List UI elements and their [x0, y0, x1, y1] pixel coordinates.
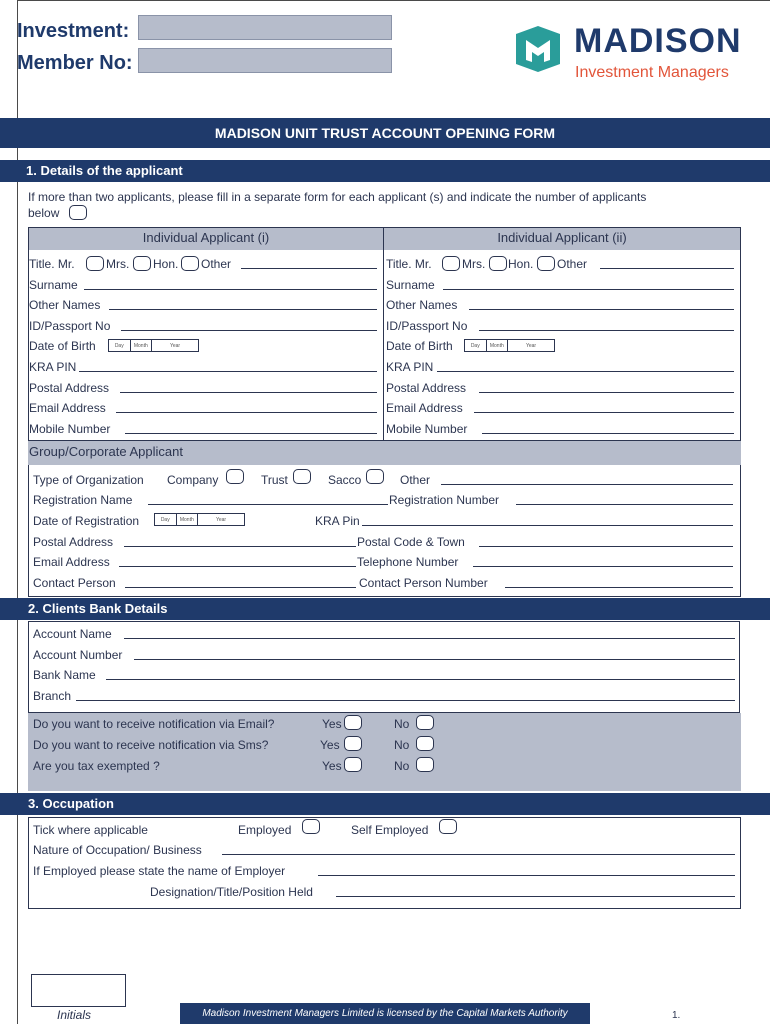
reg-date-box[interactable]: [154, 513, 245, 526]
org-other-line[interactable]: [441, 484, 733, 485]
employed-label: Employed: [238, 823, 292, 837]
brand-subtitle: Investment Managers: [575, 64, 729, 81]
brand-name: MADISON: [574, 22, 742, 60]
member-no-label: Member No:: [17, 52, 133, 74]
nature-line[interactable]: [222, 854, 735, 855]
bank-name-label: Bank Name: [33, 668, 96, 682]
employer-line[interactable]: [318, 875, 735, 876]
id-passport-label: ID/Passport No: [386, 319, 468, 333]
tax-yes-checkbox[interactable]: [344, 757, 362, 772]
email-yes-checkbox[interactable]: [344, 715, 362, 730]
mrs-checkbox[interactable]: [489, 256, 507, 271]
reg-number-label: Registration Number: [389, 493, 500, 507]
hon-label: Hon.: [153, 257, 179, 271]
account-number-label: Account Number: [33, 648, 123, 662]
hon-checkbox[interactable]: [537, 256, 555, 271]
kra-pin-line[interactable]: [437, 371, 734, 372]
kra-pin-label: KRA PIN: [29, 360, 77, 374]
postal-address-line[interactable]: [120, 392, 377, 393]
hon-checkbox[interactable]: [181, 256, 199, 271]
other-label: Other: [557, 257, 588, 271]
applicant-count-box[interactable]: [69, 205, 87, 220]
applicants-note: If more than two applicants, please fill in a separate form for each applicant (s) and indicate the number of applicants: [28, 190, 647, 204]
day-cell: Day: [155, 514, 177, 525]
reg-name-line[interactable]: [148, 504, 388, 505]
month-cell: Month: [487, 340, 509, 351]
contact-number-line[interactable]: [505, 587, 733, 588]
section3-title: 3. Occupation: [0, 793, 770, 815]
investment-label: Investment:: [17, 20, 130, 42]
mobile-line[interactable]: [482, 433, 734, 434]
kra-pin-line[interactable]: [79, 371, 377, 372]
postal-address-label: Postal Address: [29, 381, 110, 395]
month-cell: Month: [177, 514, 199, 525]
sacco-checkbox[interactable]: [366, 469, 384, 484]
other-names-label: Other Names: [386, 298, 458, 312]
email-label: Email Address: [386, 401, 463, 415]
investment-field[interactable]: [138, 15, 392, 40]
mobile-label: Mobile Number: [386, 422, 468, 436]
other-label: Other: [201, 257, 232, 271]
telephone-line[interactable]: [473, 566, 733, 567]
other-names-line[interactable]: [469, 309, 734, 310]
sms-no-checkbox[interactable]: [416, 736, 434, 751]
nature-label: Nature of Occupation/ Business: [33, 843, 202, 857]
email-label: Email Address: [33, 555, 110, 569]
year-cell: Year: [525, 342, 537, 349]
year-cell: Year: [215, 516, 227, 523]
member-no-field[interactable]: [138, 48, 392, 73]
postal-address-line[interactable]: [124, 546, 356, 547]
day-cell: Day: [109, 340, 131, 351]
section1-title: 1. Details of the applicant: [0, 160, 770, 182]
mobile-line[interactable]: [125, 433, 377, 434]
section2-title: 2. Clients Bank Details: [0, 598, 770, 620]
other-names-label: Other Names: [29, 298, 101, 312]
year-cell: Year: [169, 342, 181, 349]
madison-logo: [512, 22, 762, 84]
telephone-label: Telephone Number: [357, 555, 459, 569]
reg-number-line[interactable]: [516, 504, 733, 505]
branch-line[interactable]: [76, 700, 735, 701]
day-cell: Day: [465, 340, 487, 351]
dob-label: Date of Birth: [29, 339, 96, 353]
title-mr-label: Title. Mr.: [386, 257, 432, 271]
no-label: No: [394, 759, 410, 773]
postal-code-label: Postal Code & Town: [357, 535, 465, 549]
email-label: Email Address: [29, 401, 106, 415]
yes-label: Yes: [320, 738, 340, 752]
form-title: MADISON UNIT TRUST ACCOUNT OPENING FORM: [0, 118, 770, 148]
q-tax-label: Are you tax exempted ?: [33, 759, 160, 773]
contact-person-label: Contact Person: [33, 576, 116, 590]
sms-yes-checkbox[interactable]: [344, 736, 362, 751]
org-other-label: Other: [400, 473, 431, 487]
postal-address-line[interactable]: [479, 392, 734, 393]
q-email-label: Do you want to receive notification via Email?: [33, 717, 275, 731]
yes-label: Yes: [322, 717, 342, 731]
trust-checkbox[interactable]: [293, 469, 311, 484]
tick-label: Tick where applicable: [33, 823, 148, 837]
contact-person-line[interactable]: [125, 587, 356, 588]
dob-date-box[interactable]: [108, 339, 199, 352]
account-name-line[interactable]: [124, 638, 735, 639]
yes-label: Yes: [322, 759, 342, 773]
postal-code-line[interactable]: [479, 546, 733, 547]
kra-pin-label: KRA PIN: [386, 360, 434, 374]
group-title: Group/Corporate Applicant: [29, 444, 183, 459]
branch-label: Branch: [33, 689, 72, 703]
surname-line[interactable]: [84, 289, 377, 290]
title-other-line[interactable]: [241, 268, 377, 269]
id-passport-line[interactable]: [121, 330, 377, 331]
designation-label: Designation/Title/Position Held: [150, 885, 313, 899]
account-name-label: Account Name: [33, 627, 112, 641]
initials-box[interactable]: [31, 974, 126, 1007]
mobile-label: Mobile Number: [29, 422, 111, 436]
postal-address-label: Postal Address: [33, 535, 114, 549]
kra-pin-line[interactable]: [362, 525, 733, 526]
mrs-label: Mrs.: [106, 257, 130, 271]
designation-line[interactable]: [336, 896, 735, 897]
col2-title: Individual Applicant (ii): [497, 230, 627, 245]
hon-label: Hon.: [508, 257, 534, 271]
logo-mark-icon: [512, 24, 564, 74]
email-line[interactable]: [474, 412, 734, 413]
email-line[interactable]: [116, 412, 377, 413]
company-checkbox[interactable]: [226, 469, 244, 484]
initials-label: Initials: [57, 1008, 92, 1022]
mr-checkbox[interactable]: [86, 256, 104, 271]
page-number: 1.: [672, 1010, 681, 1021]
dob-label: Date of Birth: [386, 339, 453, 353]
postal-address-label: Postal Address: [386, 381, 467, 395]
other-names-line[interactable]: [109, 309, 377, 310]
tax-no-checkbox[interactable]: [416, 757, 434, 772]
id-passport-label: ID/Passport No: [29, 319, 111, 333]
org-type-label: Type of Organization: [33, 473, 144, 487]
sacco-label: Sacco: [328, 473, 362, 487]
id-passport-line[interactable]: [479, 330, 734, 331]
month-cell: Month: [131, 340, 153, 351]
email-no-checkbox[interactable]: [416, 715, 434, 730]
email-line[interactable]: [119, 566, 356, 567]
column-divider: [383, 228, 384, 441]
surname-label: Surname: [29, 278, 78, 292]
license-footer: Madison Investment Managers Limited is licensed by the Capital Markets Authority: [180, 1003, 590, 1024]
employer-label: If Employed please state the name of Employer: [33, 864, 286, 878]
q-sms-label: Do you want to receive notification via Sms?: [33, 738, 269, 752]
kra-pin-label: KRA Pin: [315, 514, 360, 528]
title-other-line[interactable]: [600, 268, 734, 269]
self-employed-checkbox[interactable]: [439, 819, 457, 834]
no-label: No: [394, 717, 410, 731]
applicants-note-below: below: [28, 206, 60, 220]
contact-number-label: Contact Person Number: [359, 576, 488, 590]
no-label: No: [394, 738, 410, 752]
surname-label: Surname: [386, 278, 435, 292]
employed-checkbox[interactable]: [302, 819, 320, 834]
dob-date-box[interactable]: [464, 339, 555, 352]
self-employed-label: Self Employed: [351, 823, 429, 837]
bank-name-line[interactable]: [106, 679, 735, 680]
mrs-label: Mrs.: [462, 257, 486, 271]
surname-line[interactable]: [443, 289, 734, 290]
reg-date-label: Date of Registration: [33, 514, 140, 528]
reg-name-label: Registration Name: [33, 493, 133, 507]
col1-title: Individual Applicant (i): [142, 230, 270, 245]
company-label: Company: [167, 473, 219, 487]
trust-label: Trust: [261, 473, 288, 487]
mrs-checkbox[interactable]: [133, 256, 151, 271]
account-number-line[interactable]: [134, 659, 735, 660]
mr-checkbox[interactable]: [442, 256, 460, 271]
title-mr-label: Title. Mr.: [29, 257, 75, 271]
